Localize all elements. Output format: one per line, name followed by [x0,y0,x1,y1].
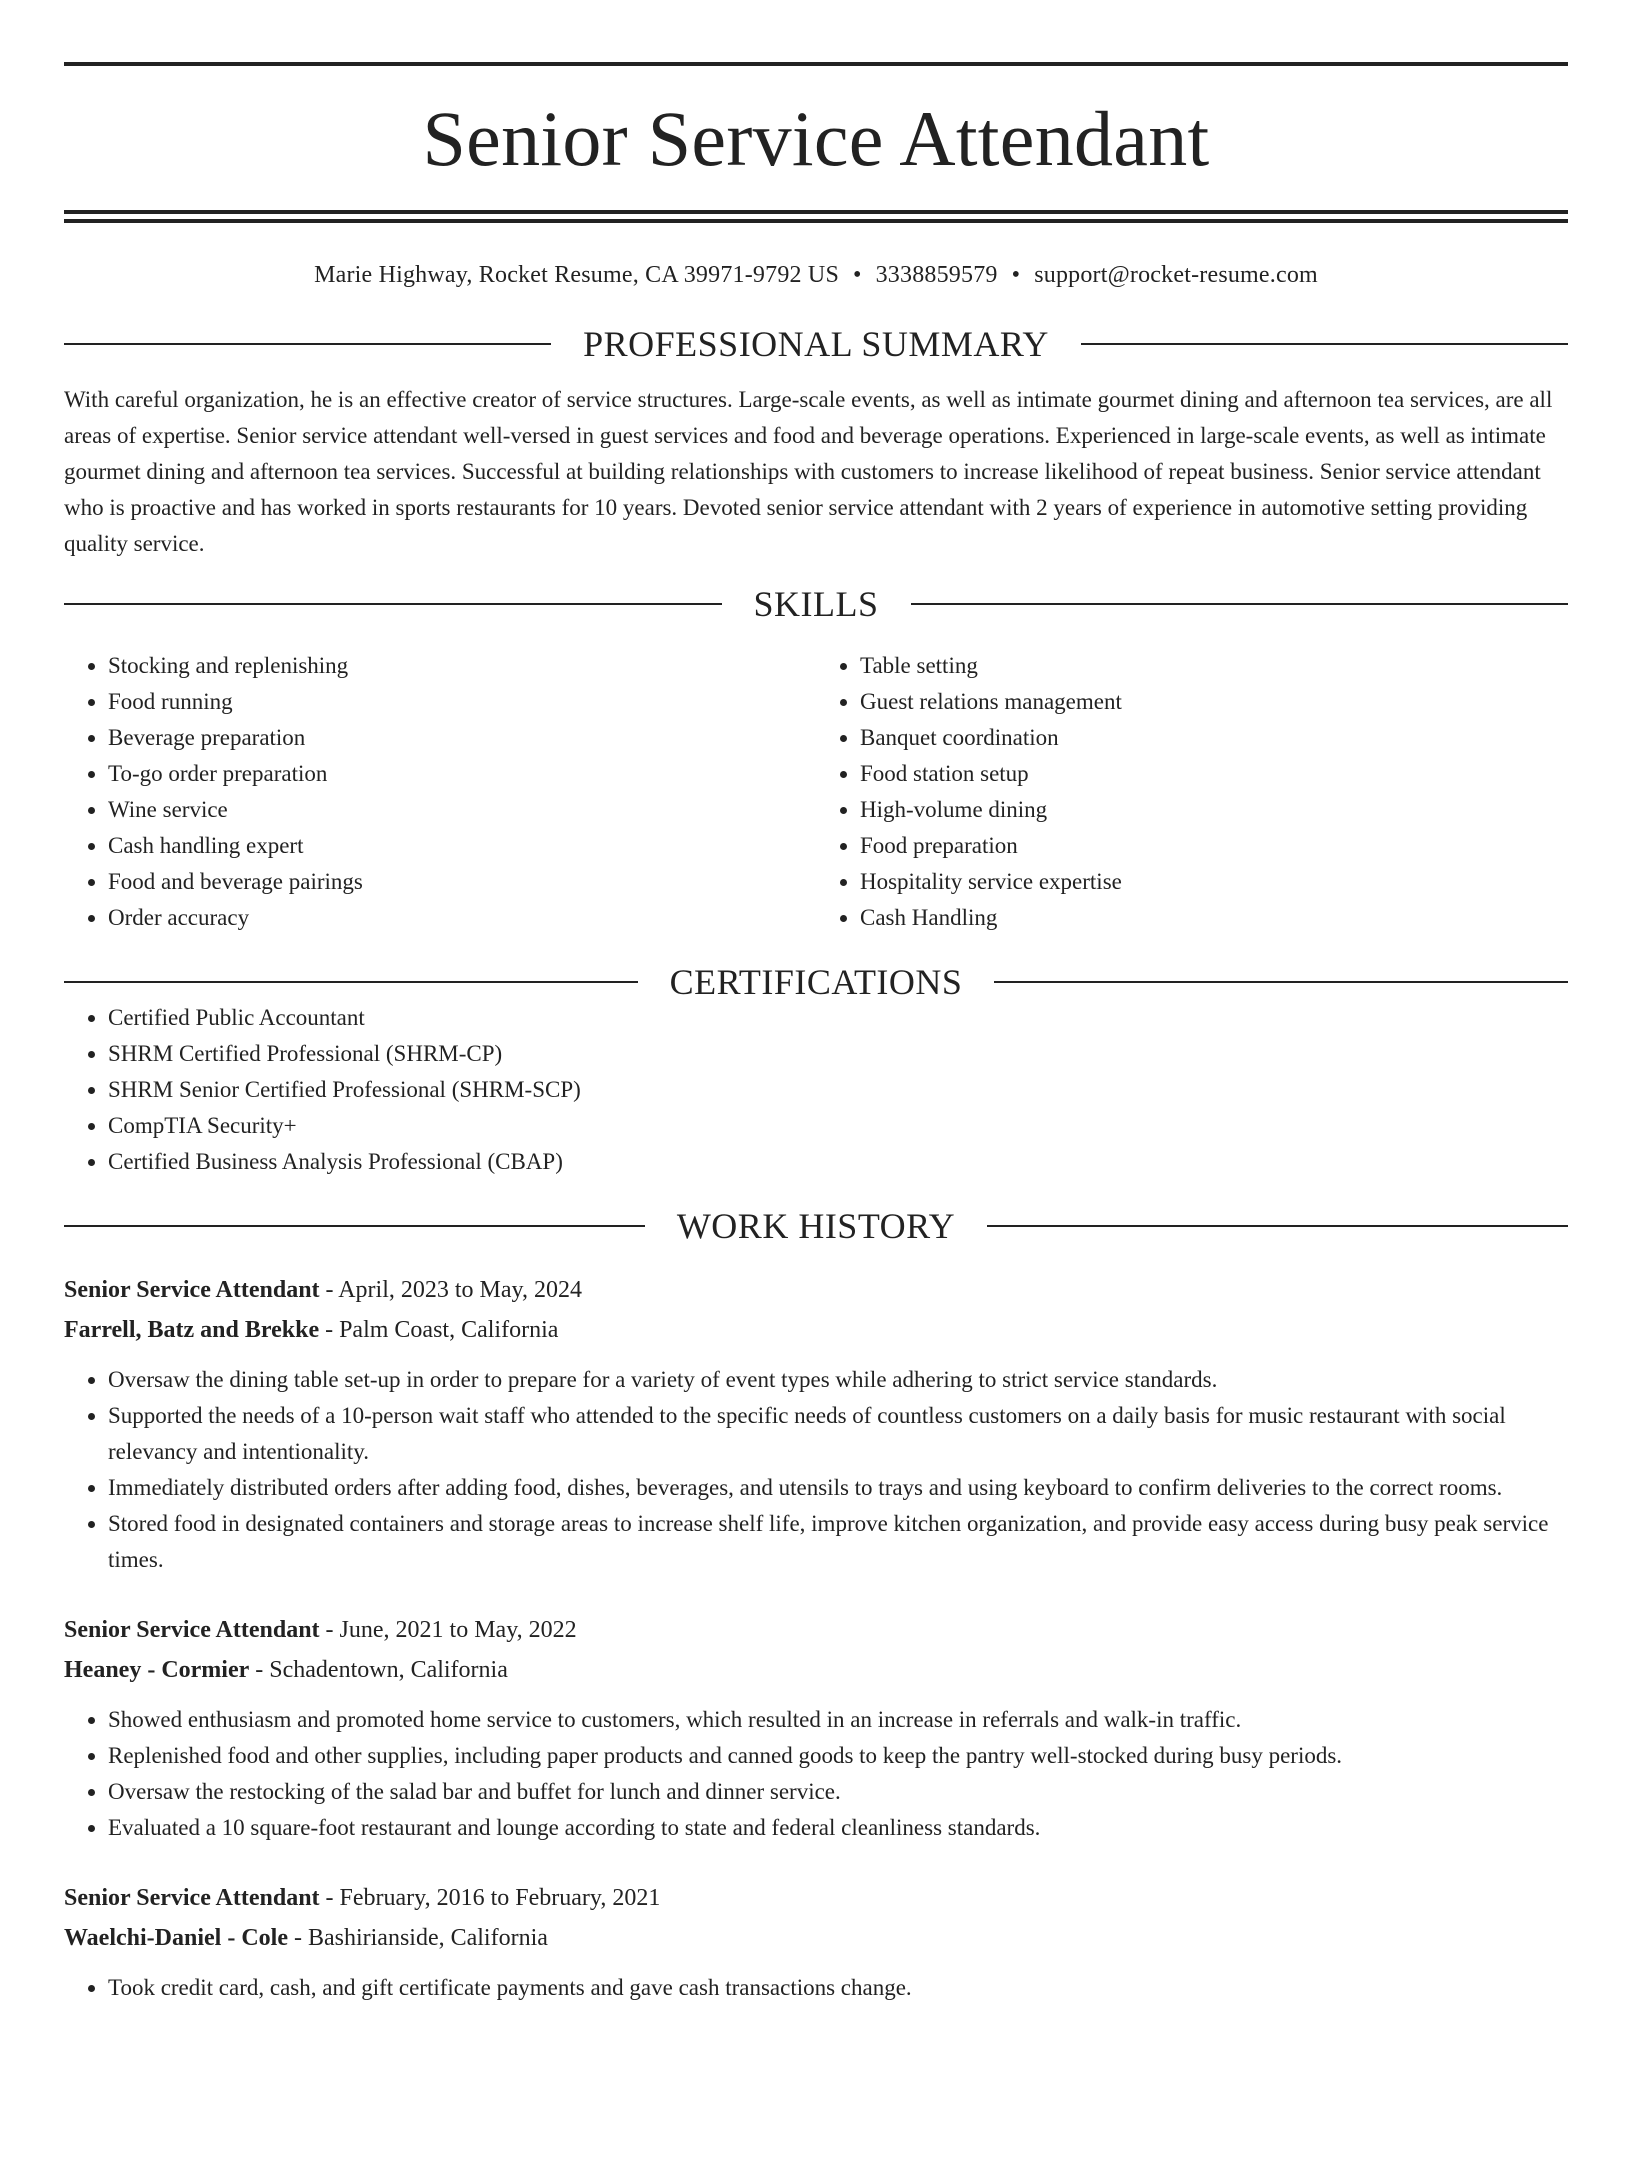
skill-item: • Beverage preparation [108,720,816,756]
section-heading-summary [64,323,1568,364]
skill-item: • Food preparation [860,828,1568,864]
job-entry [64,1270,1568,1578]
job-bullet: • Evaluated a 10 square-foot restaurant and lounge according to state and federal cleanliness standards. [108,1810,1568,1846]
job-bullet: • Supported the needs of a 10-person wait staff who attended to the specific needs of countless customers on a daily basis for music restaurant with social relevancy and intentionality. [108,1398,1568,1470]
skill-item: • Table setting [860,648,1568,684]
skill-item: • Order accuracy [108,900,816,936]
contact-email: support@rocket-resume.com [1034,262,1318,288]
skill-item: • Food and beverage pairings [108,864,816,900]
heading-rule [911,603,1569,605]
skill-item: • Banquet coordination [860,720,1568,756]
job-title-line [64,1270,1568,1310]
resume-title: Senior Service Attendant [422,95,1210,182]
contact-separator: • [853,262,862,288]
heading-rule [994,981,1568,983]
top-rule [64,62,1568,66]
heading-rule [1081,343,1568,345]
job-title-line [64,1878,1568,1918]
summary-text: With careful organization, he is an effective creator of service structures. Large-scale events, as well as intimate gourmet dining and afternoon tea services, are all areas of expertise. Senior service attendant well-versed in guest services and food and beverage operations. Experienced in large-scale events, as well as intimate gourmet dining and afternoon tea services. Successful at building relationships with customers to increase likelihood of repeat business. Senior service attendant who is proactive and has worked in sports restaurants for 10 years. Devoted senior service attendant with 2 years of experience in automotive setting providing quality service. [64,386,1553,556]
job-title: Senior Service Attendant [64,1276,320,1303]
job-bullet: • Showed enthusiasm and promoted home service to customers, which resulted in an increase in referrals and walk-in traffic. [108,1702,1568,1738]
section-title: WORK HISTORY [676,1205,956,1246]
job-bullet: • Took credit card, cash, and gift certificate payments and gave cash transactions change. [108,1970,1568,2006]
job-bullet: • Replenished food and other supplies, including paper products and canned goods to keep the pantry well-stocked during busy periods. [108,1738,1568,1774]
job-company-line [64,1650,1568,1690]
job-company: Heaney - Cormier [64,1656,250,1683]
skills-list-right [816,648,1568,936]
job-company-line [64,1918,1568,1958]
resume-page [0,62,1632,2174]
skill-item: • High-volume dining [860,792,1568,828]
contact-line [64,261,1568,290]
certification-item: • Certified Public Accountant [108,1000,1568,1036]
job-title: Senior Service Attendant [64,1884,320,1911]
section-title: SKILLS [753,583,879,624]
skill-item: • Wine service [108,792,816,828]
contact-phone: 3338859579 [875,262,998,288]
skill-item: • Food running [108,684,816,720]
job-bullets [64,1970,1568,2006]
job-dates: - June, 2021 to May, 2022 [319,1616,577,1643]
section-heading-work-history [64,1205,1568,1246]
certification-item: • Certified Business Analysis Professional (CBAP) [108,1144,1568,1180]
skill-item: • Hospitality service expertise [860,864,1568,900]
heading-rule [64,603,722,605]
skills-list-left [64,648,816,936]
heading-rule [64,1225,645,1227]
certification-item: • SHRM Certified Professional (SHRM-CP) [108,1036,1568,1072]
skill-item: • Stocking and replenishing [108,648,816,684]
section-heading-skills [64,583,1568,624]
job-location: - Schadentown, California [249,1656,508,1683]
heading-rule [64,343,551,345]
contact-address: Marie Highway, Rocket Resume, CA 39971-9792 US [314,262,839,288]
contact-separator: • [1011,262,1021,288]
job-bullets [64,1702,1568,1846]
skill-item: • Cash Handling [860,900,1568,936]
job-title-line [64,1610,1568,1650]
job-company: Waelchi-Daniel - Cole [64,1924,288,1951]
skill-item: • Cash handling expert [108,828,816,864]
job-dates: - February, 2016 to February, 2021 [319,1884,661,1911]
certification-item: • CompTIA Security+ [108,1108,1568,1144]
section-title: CERTIFICATIONS [669,961,963,1002]
job-dates: - April, 2023 to May, 2024 [319,1276,582,1303]
job-bullet: • Oversaw the restocking of the salad bar and buffet for lunch and dinner service. [108,1774,1568,1810]
job-bullet: • Immediately distributed orders after adding food, dishes, beverages, and utensils to trays and using keyboard to confirm deliveries to the correct rooms. [108,1470,1568,1506]
job-entry [64,1878,1568,2006]
job-bullet: • Oversaw the dining table set-up in order to prepare for a variety of event types while adhering to strict service standards. [108,1362,1568,1398]
section-heading-certifications [64,961,1568,1002]
heading-rule [64,981,638,983]
certification-item: • SHRM Senior Certified Professional (SHRM-SCP) [108,1072,1568,1108]
job-location: - Bashirianside, California [287,1924,548,1951]
title-double-rule [64,210,1568,223]
job-title: Senior Service Attendant [64,1616,320,1643]
skill-item: • To-go order preparation [108,756,816,792]
job-bullet: • Stored food in designated containers and storage areas to increase shelf life, improve kitchen organization, and provide easy access during busy peak service times. [108,1506,1568,1578]
job-bullets [64,1362,1568,1578]
job-location: - Palm Coast, California [319,1316,559,1343]
section-title: PROFESSIONAL SUMMARY [583,323,1049,364]
job-entry [64,1610,1568,1846]
heading-rule [987,1225,1568,1227]
skill-item: • Food station setup [860,756,1568,792]
job-company-line [64,1310,1568,1350]
job-company: Farrell, Batz and Brekke [64,1316,320,1343]
certifications-list [64,1000,1568,1180]
skills-columns [64,648,1568,936]
skill-item: • Guest relations management [860,684,1568,720]
